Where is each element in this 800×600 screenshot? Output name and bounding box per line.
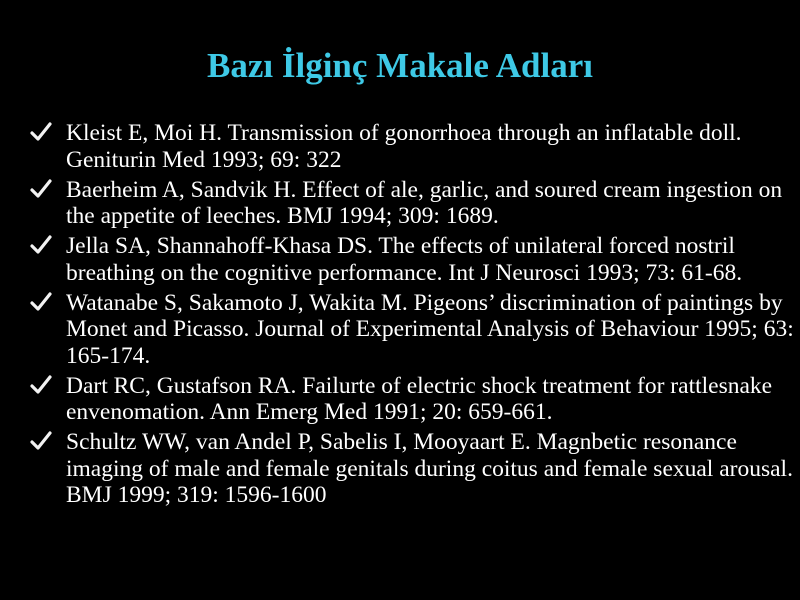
list-item bbox=[30, 429, 795, 509]
checkmark-icon bbox=[30, 178, 52, 200]
list-item bbox=[30, 373, 795, 426]
list-item-text: Dart RC, Gustafson RA. Failurte of electric shock treatment for rattlesnake envenomation. Ann Emerg Med 1991; 20: 659-661. bbox=[66, 372, 773, 426]
checkmark-icon bbox=[30, 121, 52, 143]
checkmark-icon bbox=[30, 430, 52, 452]
list-item bbox=[30, 233, 795, 286]
list-item bbox=[30, 177, 795, 230]
list-item bbox=[30, 290, 795, 370]
list-item-text: Watanabe S, Sakamoto J, Wakita M. Pigeons’ discrimination of paintings by Monet and Picasso. Journal of Experimental Analysis of Behaviour 1995; 63: 165-174. bbox=[66, 289, 794, 369]
list-item-text: Kleist E, Moi H. Transmission of gonorrhoea through an inflatable doll. Geniturin Med 1993; 69: 322 bbox=[66, 120, 742, 173]
list-item-text: Jella SA, Shannahoff-Khasa DS. The effects of unilateral forced nostril breathing on the cognitive performance. Int J Neurosci 1993; 73: 61-68. bbox=[66, 233, 743, 286]
article-list bbox=[30, 120, 795, 513]
checkmark-icon bbox=[30, 374, 52, 396]
checkmark-icon bbox=[30, 234, 52, 256]
checkmark-icon bbox=[30, 291, 52, 313]
list-item-text: Schultz WW, van Andel P, Sabelis I, Mooyaart E. Magnbetic resonance imaging of male and female genitals during coitus and female sexual arousal. BMJ 1999; 319: 1596-1600 bbox=[66, 429, 793, 509]
slide-title: Bazı İlginç Makale Adları bbox=[207, 46, 593, 85]
list-item-text: Baerheim A, Sandvik H. Effect of ale, garlic, and soured cream ingestion on the appetite of leeches. BMJ 1994; 309: 1689. bbox=[66, 176, 783, 230]
list-item bbox=[30, 120, 795, 173]
